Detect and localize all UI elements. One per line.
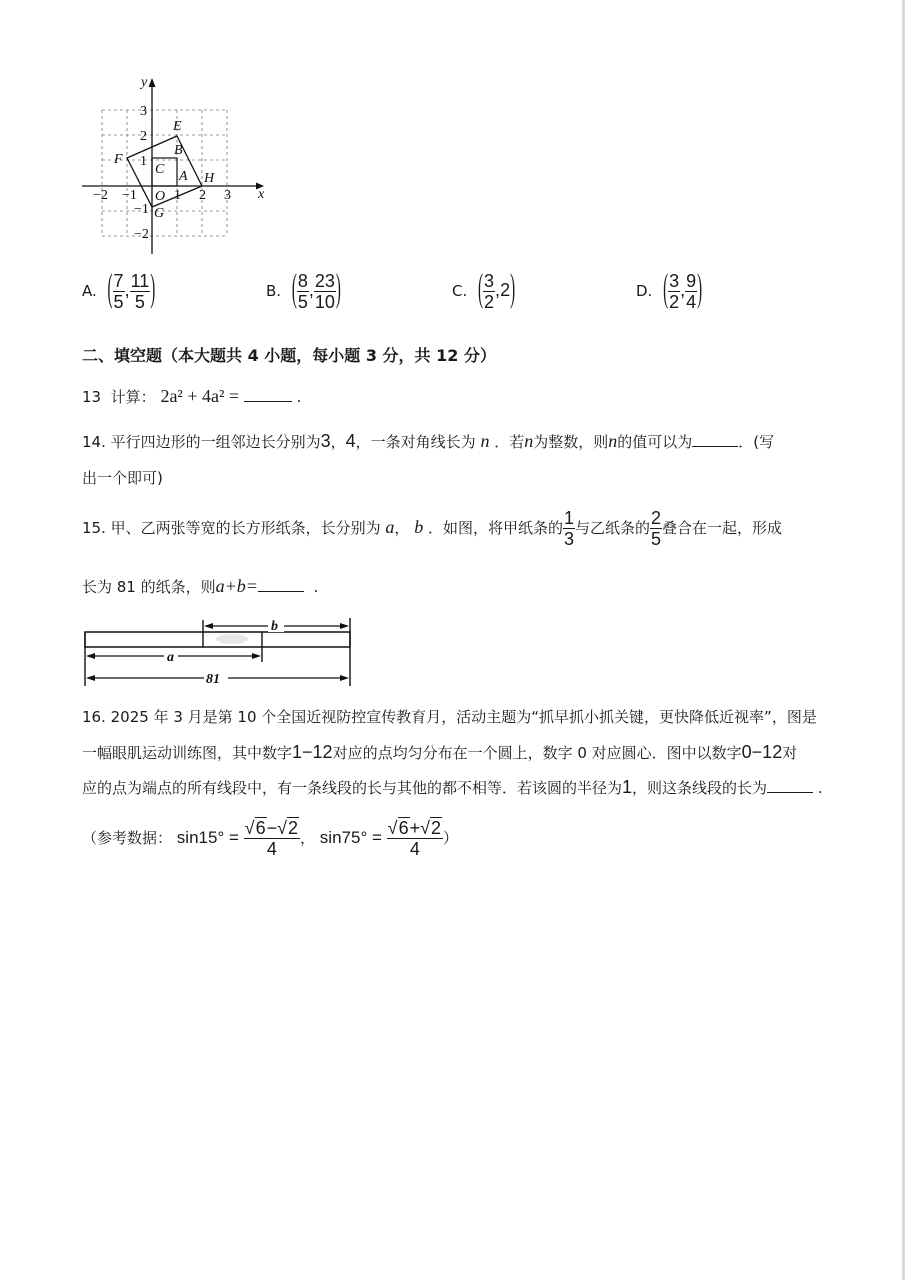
strip-label-b: b [271,619,278,634]
question-number: 13 [82,388,102,406]
x-tick-label: −2 [93,188,108,203]
option-letter: C. [452,282,468,300]
strip-label-a: a [167,650,174,665]
overlap-shading [216,634,248,644]
y-tick-label: −1 [134,202,149,217]
paper-strip-figure [82,614,356,690]
y-tick-label: 2 [140,129,147,144]
expression: 2a² + 4a² = [160,386,240,406]
option-c: C. ( $\frac{3}{2}$ ,2) [452,269,516,312]
sin15-fraction: $\frac{√6-√2}{4}$ [244,818,298,859]
option-d-frac-1: $\frac{3}{2}$ [669,271,680,312]
option-c-frac-1: $\frac{3}{2}$ [484,271,495,312]
question-16-line-3: 应的点为端点的所有线段中，有一条线段的长与其他的都不相等．若该圆的半径为1，则这条线段的长为 . [82,777,823,797]
option-d: D. ( $\frac{3}{2}$ , $\frac{9}{4}$ ) [636,269,703,312]
question-14-line-1: 14. 平行四边形的一组邻边长分别为3，4，一条对角线长为 n ．若n为整数，则n的值可以为 ．(写 [82,431,775,451]
option-letter: D. [636,282,653,300]
answer-blank[interactable] [767,780,813,793]
x-tick-label: 3 [224,188,231,203]
origin-label: O [155,189,166,204]
option-b: B. ( $\frac{8}{5}$ , $\frac{23}{10}$ ) [266,269,341,312]
strip-label-total: 81 [206,672,220,687]
point-label-b: B [174,143,183,158]
question-15-line-1: 15. 甲、乙两张等宽的长方形纸条，长分别为 a， b ．如图，将甲纸条的 $\frac{1}{3}$ 与乙纸条的 $\frac{2}{5}$ 叠合在一起，形成 [82,508,783,549]
option-b-frac-1: $\frac{8}{5}$ [297,271,308,312]
y-axis-arrow-icon [149,78,156,87]
y-axis-label: y [141,75,148,90]
point-label-f: F [114,152,123,167]
question-16-line-1: 16. 2025 年 3 月是第 10 个全国近视防控宣传教育月，活动主题为“抓早抓小抓关键，更快降低近视率”，图是 [82,708,817,726]
question-14-line-2: 出一个即可) [82,469,163,487]
coordinate-figure [78,70,268,260]
answer-blank[interactable] [258,579,304,592]
fraction-one-third: $\frac{1}{3}$ [564,508,575,549]
section-title: 二、填空题（本大题共 4 小题，每小题 3 分，共 12 分） [82,346,496,365]
point-label-h: H [204,171,215,186]
fraction-two-fifths: $\frac{2}{5}$ [651,508,662,549]
option-letter: A. [82,282,97,300]
question-13: 13 计算： 2a² + 4a² = . [82,386,302,406]
point-label-c: C [155,162,165,177]
point-label-a: A [179,169,188,184]
y-tick-label: 1 [140,154,147,169]
answer-blank[interactable] [244,389,292,402]
option-a: A. ( $\frac{7}{5}$ , $\frac{11}{5}$ ) [82,269,156,312]
sin75-fraction: $\frac{√6+√2}{4}$ [387,818,441,859]
x-tick-label: 2 [199,188,206,203]
sum-expression: a+b= [215,576,258,596]
reference-data: （参考数据： sin15° = $\frac{√6-√2}{4}$ ， sin75° = $\frac{√6+√2}{4}$ ） [82,818,459,859]
x-tick-label: −1 [122,188,137,203]
point-label-g: G [154,206,165,221]
y-tick-label: 3 [140,104,147,119]
option-b-frac-2: $\frac{23}{10}$ [314,271,335,312]
option-letter: B. [266,282,282,300]
answer-blank[interactable] [692,434,738,447]
question-16-line-2: 一幅眼肌运动训练图，其中数字1−12对应的点均匀分布在一个圆上，数字 0 对应圆心．图中以数字0−12对 [82,742,798,762]
point-label-e: E [173,119,182,134]
option-a-frac-2: $\frac{11}{5}$ [130,271,150,312]
option-a-frac-1: $\frac{7}{5}$ [113,271,124,312]
option-d-frac-2: $\frac{9}{4}$ [686,271,697,312]
question-15-line-2: 长为 81 的纸条，则a+b= . [82,576,319,596]
x-tick-label: 1 [174,188,181,203]
x-axis-label: x [258,187,265,202]
y-tick-label: −2 [134,227,149,242]
